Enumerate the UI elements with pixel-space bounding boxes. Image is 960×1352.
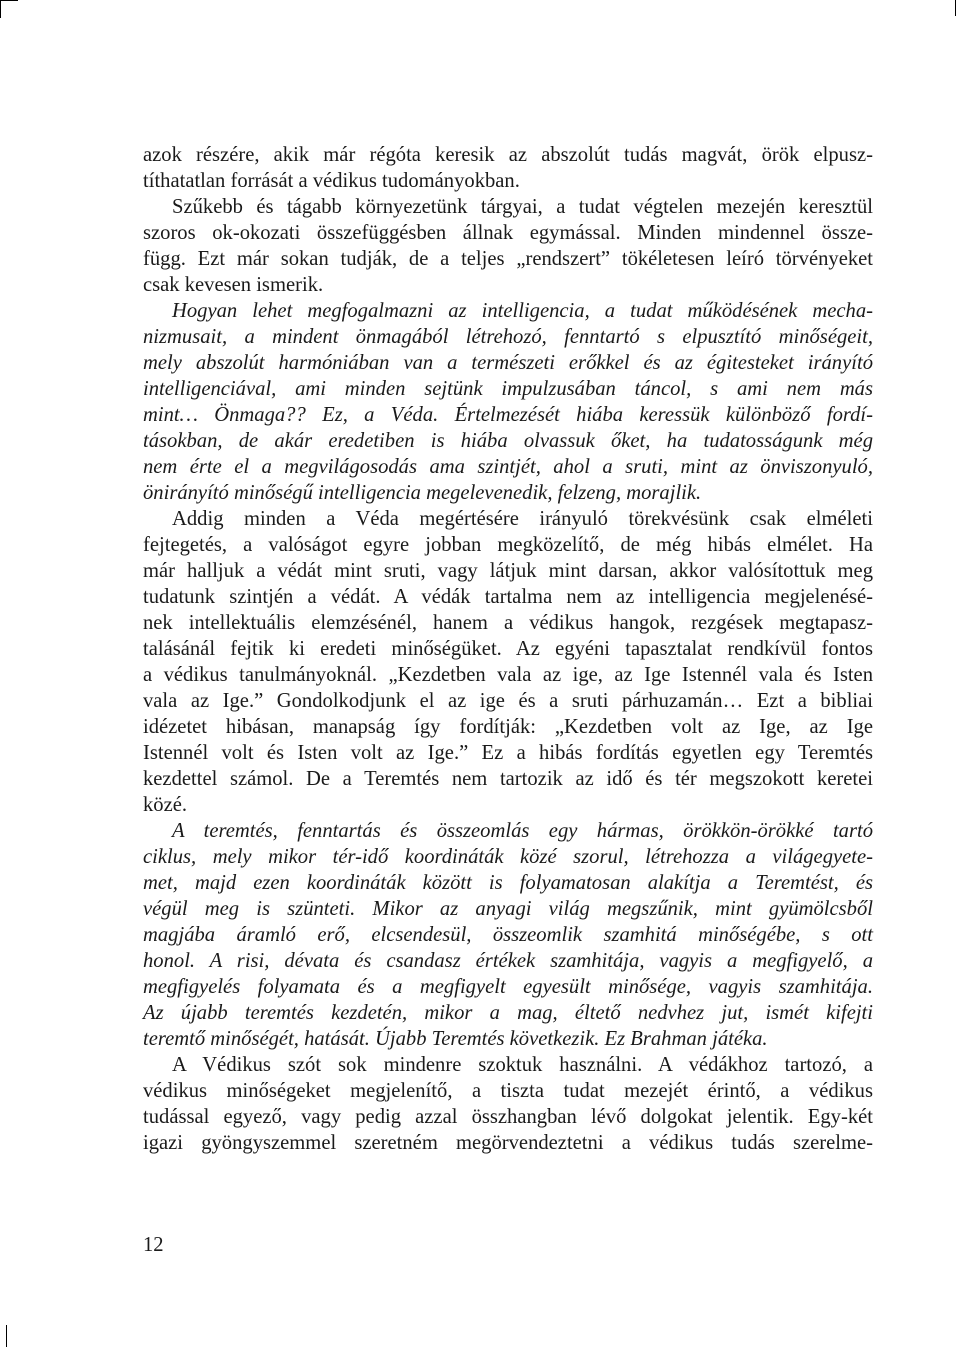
text-line: nizmusait, a mindent önmagából létrehozó, fenntartó s elpusztító minőségeit,: [143, 326, 873, 348]
crop-mark-bottom-left: [6, 1325, 7, 1347]
text-line: Addig minden a Véda megértésére irányuló törekvésünk csak elméleti: [172, 508, 873, 530]
text-line: azok részére, akik már régóta keresik az abszolút tudás magvát, örök elpusz-: [143, 144, 873, 166]
text-line: fejtegetés, a valóságot egyre jobban megközelítő, de még hibás elmélet. Ha: [143, 534, 873, 556]
text-line: teremtő minőségét, hatását. Újabb Teremtés következik. Ez Brahman játéka.: [143, 1028, 768, 1050]
text-line: ciklus, mely mikor tér-idő koordináták közé szorul, létrehozza a világegyete-: [143, 846, 873, 868]
text-line: kezdettel számol. De a Teremtés nem tartozik az idő és tér megszokott keretei: [143, 768, 873, 790]
text-line: csak kevesen ismerik.: [143, 274, 324, 296]
crop-mark-top-left-horizontal: [0, 0, 18, 1]
text-line: tásokban, de akár eredetiben is hiába olvassuk őket, ha tudatosságunk még: [143, 430, 873, 452]
text-line: Szűkebb és tágabb környezetünk tárgyai, a tudat végtelen mezején keresztül: [172, 196, 873, 218]
text-line: szoros ok-okozati összefüggésben állnak egymással. Minden mindennel össze-: [143, 222, 873, 244]
text-line: közé.: [143, 794, 188, 816]
text-line: títhatatlan forrását a védikus tudományokban.: [143, 170, 520, 192]
paragraph: [143, 142, 873, 194]
body-text: [143, 142, 873, 1156]
text-line: A teremtés, fenntartás és összeomlás egy hármas, örökkön-örökké tartó: [172, 820, 873, 842]
paragraph: [143, 194, 873, 298]
text-line: honol. A risi, dévata és csandasz értékek szamhitája, vagyis a megfigyelő, a: [143, 950, 873, 972]
text-line: vala az Ige.” Gondolkodjunk el az ige és a sruti párhuzamán… Ezt a bibliai: [143, 690, 873, 712]
text-line: magjába áramló erő, elcsendesül, összeomlik szamhitá minőségébe, s ott: [143, 924, 873, 946]
text-line: igazi gyöngyszemmel szeretném megörvendeztetni a védikus tudás szerelme-: [143, 1132, 873, 1154]
text-line: függ. Ezt már sokan tudják, de a teljes „rendszert” tökéletesen leíró törvényeket: [143, 248, 873, 270]
text-line: A Védikus szót sok mindenre szoktuk használni. A védákhoz tartozó, a: [172, 1054, 873, 1076]
text-line: intelligenciával, ami minden sejtünk impulzusában táncol, s ami nem más: [143, 378, 873, 400]
text-line: védikus minőségeket megjelenítő, a tiszta tudat mezejét érintő, a védikus: [143, 1080, 873, 1102]
text-line: idézetet hibásan, manapság így fordítják: „Kezdetben volt az Ige, az Ige: [143, 716, 873, 738]
text-line: végül meg is szünteti. Mikor az anyagi világ megszűnik, mint gyümölcsből: [143, 898, 873, 920]
paragraph: [143, 506, 873, 818]
text-line: Istennél volt és Isten volt az Ige.” Ez a hibás fordítás egyetlen egy Teremtés: [143, 742, 873, 764]
italic-paragraph: [143, 298, 873, 506]
text-line: mely abszolút harmóniában van a természeti erőkkel és az égitesteket irányító: [143, 352, 873, 374]
text-line: nem érte el a megvilágosodás ama szintjét, ahol a sruti, mint az önviszonyuló,: [143, 456, 873, 478]
text-line: önirányító minőségű intelligencia megelevenedik, felzeng, morajlik.: [143, 482, 702, 504]
text-line: megfigyelés folyamata és a megfigyelt egyesült minősége, vagyis szamhitája.: [143, 976, 873, 998]
text-line: met, majd ezen koordináták között is folyamatosan alakítja a Teremtést, és: [143, 872, 873, 894]
text-line: Hogyan lehet megfogalmazni az intelligencia, a tudat működésének mecha-: [172, 300, 873, 322]
text-line: nek intellektuális elemzésénél, hanem a védikus hangok, rezgések megtapasz-: [143, 612, 873, 634]
crop-mark-top-right: [955, 0, 956, 16]
text-line: a védikus tanulmányoknál. „Kezdetben vala az ige, az Ige Istennél vala és Isten: [143, 664, 873, 686]
paragraph: [143, 1052, 873, 1156]
text-line: mint… Önmaga?? Ez, a Véda. Értelmezését hiába keressük különböző fordí-: [143, 404, 873, 426]
italic-paragraph: [143, 818, 873, 1052]
text-line: tudással egyező, vagy pedig azzal összhangban lévő dolgokat jelentik. Egy-két: [143, 1106, 873, 1128]
text-line: Az újabb teremtés kezdetén, mikor a mag, éltető nedvhez jut, ismét kifejti: [143, 1002, 873, 1024]
page-number: 12: [143, 1234, 164, 1256]
text-line: már halljuk a védát mint sruti, vagy látjuk mint darsan, akkor valósítottuk meg: [143, 560, 873, 582]
crop-mark-top-left-vertical: [0, 0, 1, 18]
text-line: tudatunk szintjén a védát. A védák tartalma nem az intelligencia megjelenésé-: [143, 586, 873, 608]
text-line: talásánál fejtik ki eredeti minőségüket. Az egyéni tapasztalat rendkívül fontos: [143, 638, 873, 660]
